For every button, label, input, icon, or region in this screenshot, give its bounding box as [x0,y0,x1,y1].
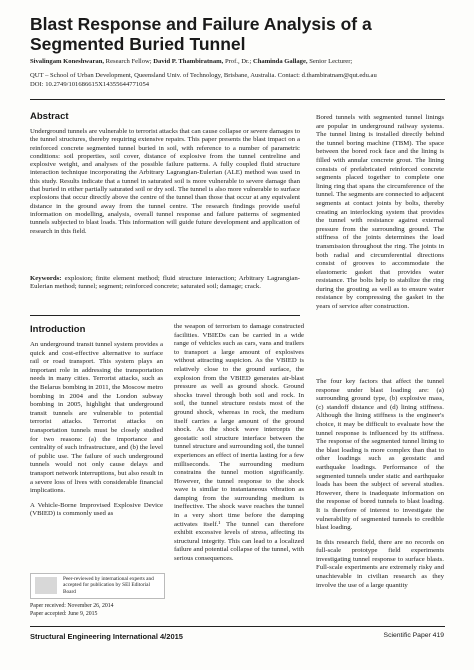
author-3-role: Senior Lecturer; [309,58,353,65]
paper-dates [30,603,114,618]
sei-logo-icon [35,577,57,594]
affiliation: QUT – School of Urban Development, Queensland Univ. of Technology, Brisbane, Australia. Contact: d.thambiratnam@qut.edu.au [30,72,377,79]
vbied-paragraph: the weapon of terrorism to damage constructed facilities. VBIEDs can be carried in a wide range of vehicles such as cars, vans and trailers to transport a large amount of explosives without attracting suspicion. As the VBIED is relatively close to the ground surface, the explosion from the VBIED generates air-blast pressure as well as ground shock. Ground shocks travel through both soil and rock. In soil, the tunnel structure resists most of the ground shock, whereas in rock, the medium itself carries a large amount of the ground shock. As the shock wave intercepts the geostatic soil structure interface between the tunnel structure and surrounding soil, the tunnel experiences an effect of inertia lasting for a few milliseconds. The surrounding medium constrains the tunnel motion significantly. However, the tunnel response to the shock wave is similar to instantaneous vibration as damping from the surrounding medium is ineffective. The shock wave reaches the tunnel in a very short time before the damping activates itself.¹ The tunnel can therefore exhibit excessive levels of stress, affecting its structural integrity. This can lead to a localized failure and potential collapse of the tunnel, with serious consequences. [174,323,304,563]
author-1-role: Research Fellow; [105,58,152,65]
keywords-text: explosion; finite element method; fluid structure interaction; Arbitrary Lagrangian-Eulerian method; tunnel; segment; reinforced concrete; saturated soil; damage; crack. [30,275,300,291]
author-3-name: Chaminda Gallage, [252,58,308,65]
introduction-heading: Introduction [30,324,86,335]
abstract-body: Underground tunnels are vulnerable to terrorist attacks that can cause collapse or severe damages to the tunnel structures, thereby requiring extensive repairs. This paper presents the blast impact on a reinforced concrete segmented tunnel buried in soil, with reference to a number of parametric conditions: soil properties, soil cover, distance of explosive from the tunnel centreline and explosive weight, and analyses of the possible failure patterns. A fully coupled fluid structure interaction technique incorporating the Arbitrary Lagrangian-Eulerian (ALE) method was used in this study. Results indicate that a tunnel in saturated soil is more vulnerable to severe damage than that buried in either partially saturated soil or dry soil. The tunnel is also more vulnerable to surface explosions that occur directly above the centre of the tunnel than those that occur at any equivalent distance in the ground away from the tunnel centre. The research findings provide useful information on modelling, analysis, overall tunnel response and failure patterns of segmented tunnels subjected to blast loads. This information will guide future development and application of research in this field. [30,128,300,235]
intro-paragraph-2: A Vehicle-Borne Improvised Explosive Device (VBIED) is commonly used as [30,501,163,518]
journal-footer: Structural Engineering International 4/2015 [30,632,183,641]
intro-paragraph-1: An underground transit tunnel system provides a quick and cost-effective alternative to surface rail or road transport. This system plays an important role in addressing the transportation needs in many cities. Terrorist attacks, such as the Belarus bombing in 2011, the Moscow metro bombing in 2004 and the London subway bombing in 2005, highlight that underground transit tunnels are vulnerable to potential terrorist attacks. Terrorist attacks on transportation tunnels must be closely studied for two reasons: (a) the importance and centrality of such infrastructure, and (b) the level of public use. The failure of such underground tunnels would not only cause delays and transport network interruptions, but also result in a severe loss of lives with considerable financial implications. [30,341,163,495]
intro-column-2 [174,323,304,570]
intro-column-3 [316,378,444,596]
key-factors-paragraph: The four key factors that affect the tunnel response under blast loading are: (a) surrounding ground type, (b) explosive mass, (c) standoff distance and (d) lining stiffness. Although the lining stiffness is the engineer's choice, it may be difficult to evaluate how the tunnel response is influenced by its stiffness. The response of the segmented tunnel lining to the blast loading is more complex than that to other loadings such as geostatic and earthquake loadings. Performance of the segmented tunnels under static and earthquake loads has been the subject of several studies. However, there is inadequate information on the response of bored tunnels to blast loading. It is therefore of interest to investigate the vulnerability of segmented tunnels to credible blast loading. [316,378,444,532]
abstract-heading: Abstract [30,111,69,122]
segmented-tunnel-paragraph: Bored tunnels with segmented tunnel linings are popular in underground railway systems. The tunnel lining is installed directly behind the tunnel boring machine (TBM). The space between the bored rock face and the lining is filled with annular concrete grout. The lining consists of prefabricated reinforced concrete segments placed together to complete one lining ring that spans the circumference of the tunnel. The segments are connected to adjacent segments at contact joints by bolts, thereby creating an interlocking system that provides the tunnel with resistance against external pressure from the surrounding ground. The stiffness of the joints determines the load transmission throughout the ring. The joints in both radial and circumferential directions consist of grooves to accommodate the elastomeric gasket that provides water resistance. The bolts help to stabilize the ring during the grouting as well as to ensure water resistance by compressing the gasket in the years of service after construction. [316,114,444,311]
accepted-date: Paper accepted: June 9, 2015 [30,610,98,617]
research-field-paragraph: In this research field, there are no records on full-scale prototype field experiments investigating tunnel response to surface blasts. Full-scale experiments are extremely risky and unachievable in civilian research as they involve the use of a large quantity [316,538,444,589]
right-column-intro [316,114,444,318]
author-line [30,57,450,66]
paper-title: Blast Response and Failure Analysis of a Segmented Buried Tunnel [30,14,372,54]
author-1-name: Sivalingam Koneshwaran, [30,58,105,65]
peer-review-note [30,573,165,599]
abstract-divider [30,315,300,316]
page-number: Scientific Paper 419 [383,632,444,639]
keywords [30,275,300,292]
header-divider [30,99,445,100]
keywords-label: Keywords: [30,275,62,282]
author-2-name: David P. Thambiratnam, [153,58,224,65]
intro-column-1 [30,341,163,525]
author-2-role: Prof., Dr.; [224,58,252,65]
peer-review-text: Peer-reviewed by international experts and accepted for publication by SEI Editorial Board [63,576,154,595]
doi-link[interactable]: DOI: 10.2749/101686615X14355644771054 [30,81,150,88]
footer-divider [30,626,445,627]
received-date: Paper received: November 26, 2014 [30,603,114,609]
